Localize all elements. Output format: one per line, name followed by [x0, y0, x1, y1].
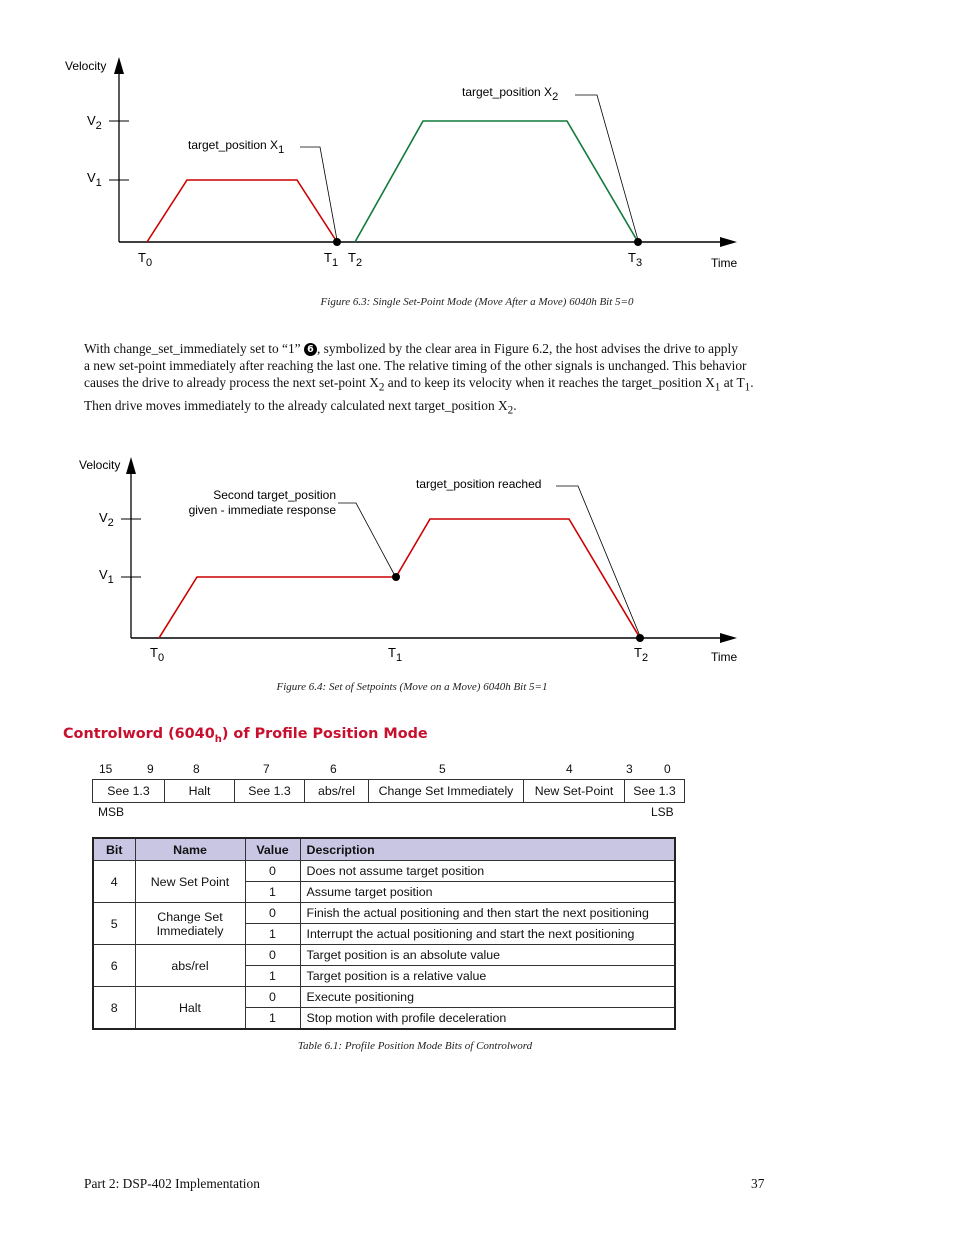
t2-label: $T_2$	[348, 250, 363, 269]
paragraph-line-2: a new set-point immediately after reaching the last one. The relative timing of the other signals is unchanged. This behavior	[84, 358, 747, 373]
annotation-x2-leader	[575, 95, 638, 240]
value-cell: 0	[245, 987, 300, 1008]
description-cell: Execute positioning	[300, 987, 675, 1008]
description-cell: Interrupt the actual positioning and start the next positioning	[300, 924, 675, 945]
figure1-caption: Figure 6.3: Single Set-Point Mode (Move After a Move) 6040h Bit 5=0	[320, 296, 634, 308]
header-bit: Bit	[93, 838, 135, 861]
figure-set-of-setpoints	[0, 440, 954, 740]
value-cell: 0	[245, 945, 300, 966]
figure2-caption: Figure 6.4: Set of Setpoints (Move on a Move) 6040h Bit 5=1	[276, 681, 548, 693]
paragraph-line-1: With change_set_immediately set to “1” 6 , symbolized by the clear area in Figure 6.2, the host advises the drive to apply	[84, 341, 738, 356]
v2-label: $V_2$	[99, 510, 114, 529]
y-axis-arrow	[114, 57, 124, 74]
bit-number-4: 4	[566, 762, 573, 776]
register-cell-15-9: See 1.3	[93, 780, 165, 803]
body-paragraph	[84, 340, 756, 419]
bit-cell: 4	[93, 861, 135, 903]
annotation-position-reached: target_position reached	[416, 477, 542, 491]
name-cell: Halt	[135, 987, 245, 1030]
header-value: Value	[245, 838, 300, 861]
y-axis-arrow	[126, 457, 136, 474]
description-cell: Target position is an absolute value	[300, 945, 675, 966]
register-cell-3-0: See 1.3	[625, 780, 685, 803]
description-cell: Finish the actual positioning and then start the next positioning	[300, 903, 675, 924]
bit-number-5: 5	[439, 762, 446, 776]
name-cell: Change Set Immediately	[135, 903, 245, 945]
register-cell-5: Change Set Immediately	[369, 780, 524, 803]
x-axis-label: Time	[711, 650, 738, 664]
table-caption: Table 6.1: Profile Position Mode Bits of Controlword	[297, 1040, 533, 1052]
register-cell-6: abs/rel	[305, 780, 369, 803]
annotation-second-position-line1: Second target_position	[213, 488, 336, 502]
register-cell-4: New Set-Point	[524, 780, 625, 803]
lsb-label: LSB	[651, 805, 674, 819]
register-row	[93, 780, 685, 803]
paragraph-line-4: Then drive moves immediately to the already calculated next target_position $X_2$.	[84, 397, 517, 417]
annotation-x1: target_position X1	[188, 138, 285, 156]
table-row	[93, 861, 675, 882]
description-cell: Does not assume target position	[300, 861, 675, 882]
x-axis-arrow	[720, 237, 737, 247]
header-name: Name	[135, 838, 245, 861]
annotation-second-position-line2: given - immediate response	[188, 503, 336, 517]
t2-label: $T_2$	[634, 645, 649, 664]
value-cell: 1	[245, 924, 300, 945]
msb-label: MSB	[98, 805, 125, 819]
callout-6-icon: 6	[304, 343, 317, 356]
name-cell: New Set Point	[135, 861, 245, 903]
description-cell: Stop motion with profile deceleration	[300, 1008, 675, 1030]
v2-label: $V_2$	[87, 113, 102, 132]
bit-number-7: 7	[263, 762, 270, 776]
annotation-position-reached-leader	[556, 486, 640, 636]
description-cell: Target position is a relative value	[300, 966, 675, 987]
table-row	[93, 945, 675, 966]
controlword-register	[92, 779, 685, 803]
value-cell: 0	[245, 903, 300, 924]
description-cell: Assume target position	[300, 882, 675, 903]
first-move-profile	[147, 180, 337, 242]
x-axis-label: Time	[711, 256, 738, 270]
bit-number-9: 9	[147, 762, 154, 776]
bit-number-8: 8	[193, 762, 200, 776]
table-header-row	[93, 838, 675, 861]
value-cell: 1	[245, 966, 300, 987]
bit-cell: 6	[93, 945, 135, 987]
paragraph-line-3: causes the drive to already process the next set-point $X_2$ and to keep its velocity when it reaches the target_position $X_1$ at $T_1$.	[84, 375, 754, 394]
header-description: Description	[300, 838, 675, 861]
t0-label: $T_0$	[138, 250, 153, 269]
annotation-second-position-leader	[338, 503, 394, 574]
t1-label: $T_1$	[324, 250, 339, 269]
page-number: 37	[751, 1176, 765, 1191]
v1-label: $V_1$	[87, 170, 102, 189]
section-heading: Controlword $(6040_h)$ of Profile Position Mode	[63, 726, 428, 745]
controlword-bits-table	[92, 837, 676, 1030]
bit-cell: 5	[93, 903, 135, 945]
x-axis-arrow	[720, 633, 737, 643]
register-cell-8: Halt	[165, 780, 235, 803]
bit-number-0: 0	[664, 762, 671, 776]
name-cell: abs/rel	[135, 945, 245, 987]
footer-section-title: Part 2: DSP-402 Implementation	[84, 1176, 260, 1191]
t0-label: $T_0$	[150, 645, 165, 664]
annotation-x2: target_position X2	[462, 85, 559, 103]
t3-label: $T_3$	[628, 250, 643, 269]
figure-single-set-point	[0, 0, 954, 300]
register-cell-7: See 1.3	[235, 780, 305, 803]
v1-label: $V_1$	[99, 567, 114, 586]
table-row	[93, 903, 675, 924]
y-axis-label: Velocity	[65, 59, 107, 73]
t1-point	[392, 573, 400, 581]
bit-number-15: 15	[99, 762, 113, 776]
second-move-profile	[355, 121, 638, 242]
t1-label: $T_1$	[388, 645, 403, 664]
table-row	[93, 987, 675, 1008]
y-axis-label: Velocity	[79, 458, 121, 472]
bit-number-6: 6	[330, 762, 337, 776]
value-cell: 1	[245, 1008, 300, 1030]
bit-cell: 8	[93, 987, 135, 1030]
value-cell: 0	[245, 861, 300, 882]
bit-number-3: 3	[626, 762, 633, 776]
value-cell: 1	[245, 882, 300, 903]
